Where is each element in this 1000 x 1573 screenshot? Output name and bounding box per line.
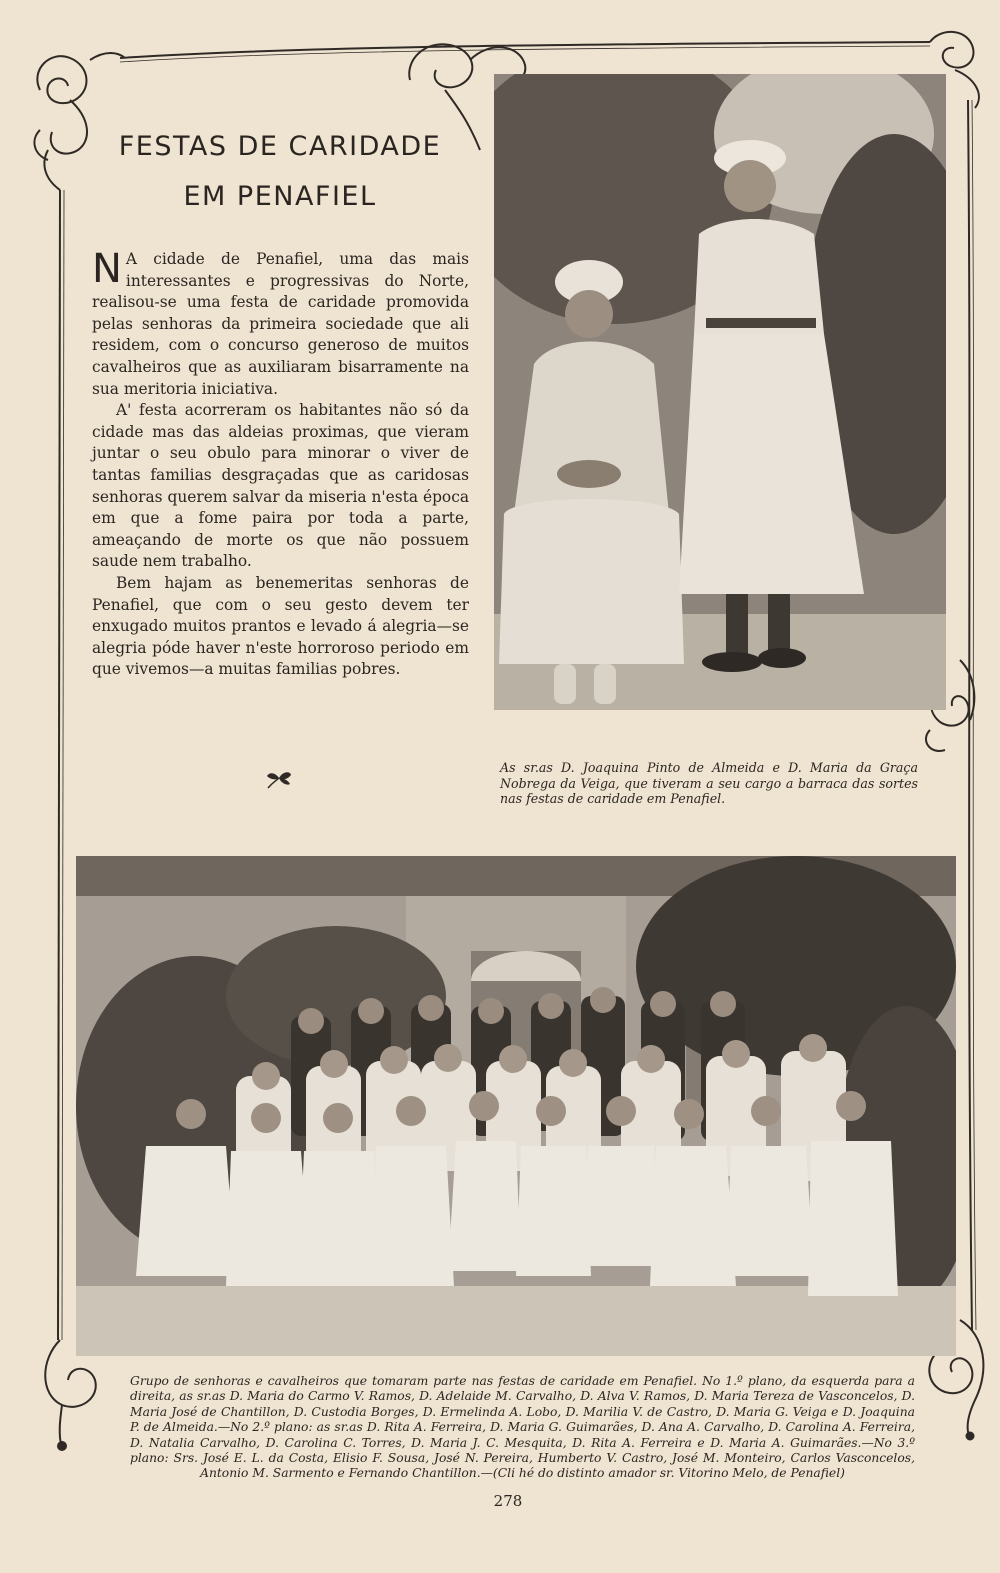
photo-two-ladies — [494, 74, 946, 710]
article-body — [92, 246, 469, 681]
paragraph-2: A' festa acorreram os habitantes não só da cidade mas das aldeias proximas, que vieram juntar o seu obulo para minorar o viver de tantas familias desgraçadas que as caridosas senhoras querem salvar da miseria n'esta época em que a fome paira por toda a parte, ameaçando de morte os que não possuem saude nem trabalho. — [92, 401, 469, 571]
page-number: 278 — [493, 1492, 523, 1510]
drop-cap: N — [92, 246, 122, 292]
article-title — [80, 122, 480, 222]
photo-caption-top: As sr.as D. Joaquina Pinto de Almeida e D. Maria da Graça Nobrega da Veiga, que tiveram a seu cargo a barraca das sortes nas festas de caridade em Penafiel. — [500, 760, 918, 806]
leaf-ornament-icon — [265, 768, 293, 792]
paragraph-1 — [92, 246, 469, 400]
paragraph-3: Bem hajam as benemeritas senhoras de Penafiel, que com o seu gesto devem ter enxugado muitos prantos e levado á alegria—se alegria póde haver n'este horroroso periodo em que vivemos—a muitas familias pobres. — [92, 573, 469, 679]
title-line-1: FESTAS DE CARIDADE — [118, 131, 442, 162]
title-line-2: EM PENAFIEL — [183, 181, 377, 212]
paragraph-1-text: A cidade de Penafiel, uma das mais interessantes e progressivas do Norte, realisou-se uma festa de caridade promovida pelas senhoras da primeira sociedade que ali residem, com o concurso generoso de muitos cavalheiros que as auxiliaram bisarramente na sua meritoria iniciativa. — [92, 250, 469, 398]
photo-group — [76, 856, 956, 1356]
photo-caption-group: Grupo de senhoras e cavalheiros que tomaram parte nas festas de caridade em Penafiel. No 1.º plano, da esquerda para a direita, as sr.as D. Maria do Carmo V. Ramos, D. Adelaide M. Carvalho, D. Alva V. Ramos, D. Maria Tereza de Vasconcelos, D. Maria José de Chantillon, D. Custodia Borges, D. Ermelinda A. Lobo, D. Marilia V. de Castro, D. Maria G. Veiga e D. Joaquina P. de Almeida.—No 2.º plano: as sr.as D. Rita A. Ferreira, D. Maria G. Guimarães, D. Ana A. Carvalho, D. Carolina A. Ferreira, D. Natalia Carvalho, D. Carolina C. Torres, D. Maria J. C. Mesquita, D. Rita A. Ferreira e D. Maria A. Guimarães.—No 3.º plano: Srs. José E. L. da Costa, Elisio F. Sousa, José N. Pereira, Humberto V. Castro, José M. Monteiro, Carlos Vasconcelos, Antonio M. Sarmento e Fernando Chantillon.—(Cli hé do distinto amador sr. Vitorino Melo, de Penafiel) — [130, 1374, 915, 1481]
